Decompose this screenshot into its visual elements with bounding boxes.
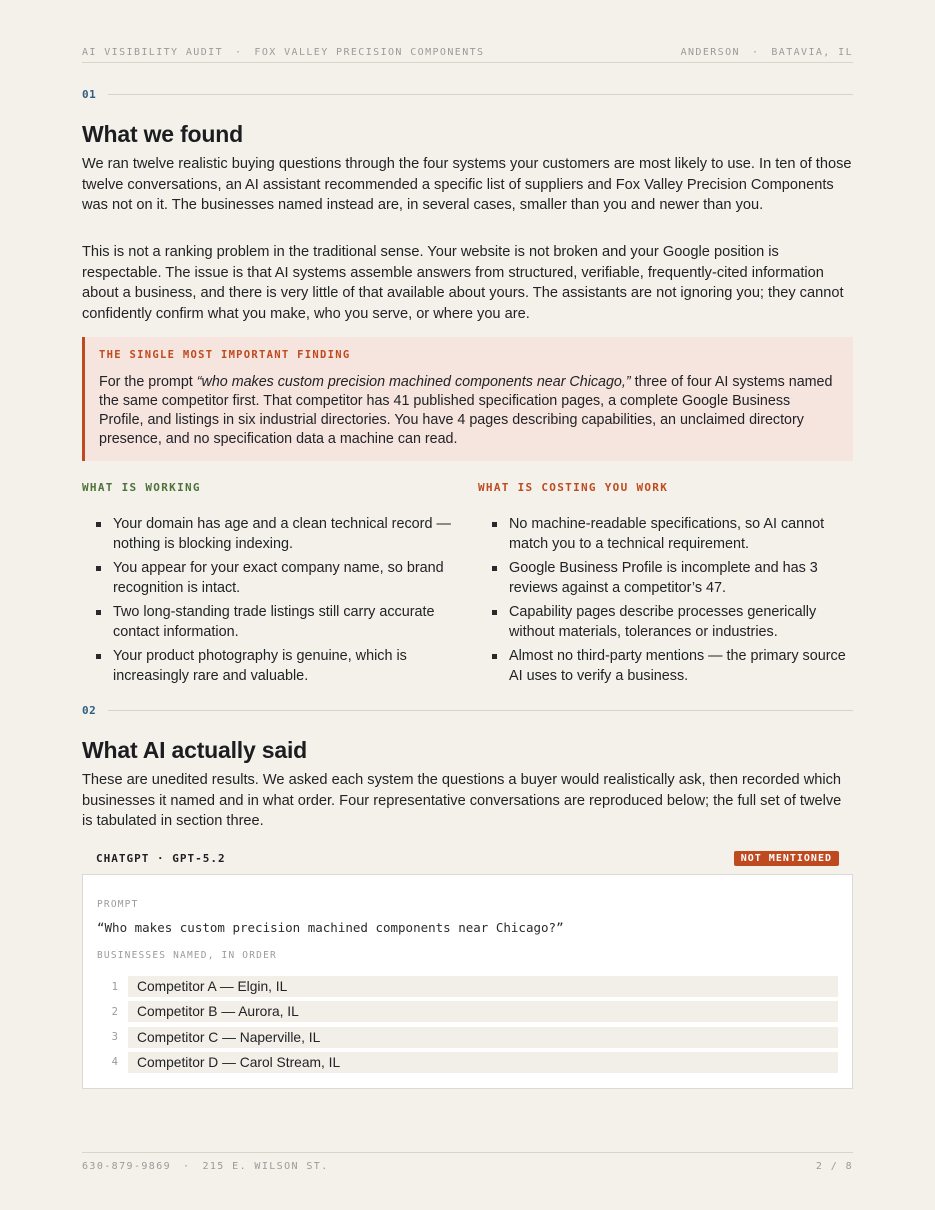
- list-item: [97, 976, 838, 997]
- running-footer: [82, 1152, 853, 1172]
- street-address: 215 E. WILSON ST.: [202, 1161, 329, 1172]
- body-paragraph: This is not a ranking problem in the traditional sense. Your website is not broken and your Google position is respectable. The issue is that AI systems assemble answers from structured, verifiable, frequently-cited information about a business, and there is very little of that available about yours. The assistants are not ignoring you; they cannot confidently confirm what you make, who you serve, or where you are.: [82, 244, 844, 322]
- named-businesses-list: [97, 976, 838, 1073]
- phone-number: 630-879-9869: [82, 1161, 172, 1172]
- report-type: AI VISIBILITY AUDIT: [82, 47, 223, 58]
- callout-lead: For the prompt: [99, 374, 197, 390]
- callout-body: [99, 373, 837, 449]
- list-item: Capability pages describe processes generically without materials, tolerances or industries.: [478, 602, 853, 642]
- list-item: [97, 1027, 838, 1048]
- list-item: Two long-standing trade listings still carry accurate contact information.: [82, 602, 457, 642]
- working-title: WHAT IS WORKING: [82, 481, 201, 494]
- body-paragraph: We ran twelve realistic buying questions through the four systems your customers are most likely to use. In ten of those twelve conversations, an AI assistant recommended a specific list of suppliers and Fox Valley Precision Components was not on it. The businesses named instead are, in several cases, smaller than you and newer than you.: [82, 156, 852, 214]
- list-item: Almost no third-party mentions — the primary source AI uses to verify a business.: [478, 646, 853, 686]
- location: BATAVIA, IL: [771, 47, 853, 58]
- rank-number: 2: [111, 1005, 118, 1018]
- running-header: [82, 47, 853, 63]
- footer-left: [82, 1161, 329, 1172]
- rank-number: 1: [111, 980, 118, 993]
- section-title: What we found: [82, 121, 243, 147]
- list-item: Google Business Profile is incomplete and has 3 reviews against a competitor’s 47.: [478, 558, 853, 598]
- list-item: [97, 1052, 838, 1073]
- page-number: 2 / 8: [815, 1161, 853, 1172]
- list-item: [97, 1001, 838, 1022]
- rank-number: 3: [111, 1031, 118, 1044]
- section-title: What AI actually said: [82, 737, 308, 763]
- costing-column: [478, 481, 853, 690]
- named-label: BUSINESSES NAMED, IN ORDER: [97, 950, 277, 961]
- business-name: Competitor A — Elgin, IL: [128, 976, 838, 997]
- key-finding-callout: [82, 337, 853, 461]
- business-name: Competitor C — Naperville, IL: [128, 1027, 838, 1048]
- section-divider-01: [82, 88, 853, 101]
- callout-rest: three of four AI systems named the same competitor first. That competitor has 41 published specification pages, a complete Google Business Profile, and listings in six industrial directories. You have 4 pages describing capabilities, an unclaimed directory presence, and no specification data a machine can read.: [99, 374, 833, 447]
- conversation-card: [82, 874, 853, 1089]
- header-separator: ·: [751, 47, 760, 58]
- costing-title: WHAT IS COSTING YOU WORK: [478, 481, 669, 494]
- list-item: You appear for your exact company name, so brand recognition is intact.: [82, 558, 457, 598]
- prompt-text: “Who makes custom precision machined components near Chicago?”: [97, 920, 564, 935]
- section-number: 01: [82, 88, 97, 101]
- business-name: Competitor B — Aurora, IL: [128, 1001, 838, 1022]
- section-divider-02: [82, 704, 853, 717]
- callout-quote: “who makes custom precision machined components near Chicago,”: [196, 374, 631, 390]
- working-column: [82, 481, 457, 690]
- header-right: [681, 47, 853, 58]
- prompt-label: PROMPT: [97, 899, 139, 910]
- working-list: [82, 514, 457, 686]
- ai-system-label: CHATGPT · GPT-5.2: [96, 851, 226, 865]
- divider-line: [108, 710, 853, 711]
- rank-number: 4: [111, 1056, 118, 1069]
- list-item: Your product photography is genuine, which is increasingly rare and valuable.: [82, 646, 457, 686]
- header-left: [82, 47, 484, 58]
- list-item: No machine-readable specifications, so AI cannot match you to a technical requirement.: [478, 514, 853, 554]
- callout-title: THE SINGLE MOST IMPORTANT FINDING: [99, 349, 351, 361]
- costing-list: [478, 514, 853, 686]
- header-separator: ·: [235, 47, 243, 58]
- auditor-name: ANDERSON: [680, 47, 740, 58]
- list-item: Your domain has age and a clean technical record — nothing is blocking indexing.: [82, 514, 457, 554]
- section-number: 02: [82, 704, 97, 717]
- status-badge: NOT MENTIONED: [734, 851, 839, 866]
- conversation-header: [82, 849, 853, 867]
- footer-separator: ·: [183, 1161, 191, 1172]
- client-name: FOX VALLEY PRECISION COMPONENTS: [254, 47, 485, 58]
- business-name: Competitor D — Carol Stream, IL: [128, 1052, 838, 1073]
- divider-line: [108, 94, 853, 95]
- body-paragraph: These are unedited results. We asked each system the questions a buyer would realistically ask, then recorded which businesses it named and in what order. Four representative conversations are reproduced below; the full set of twelve is tabulated in section three.: [82, 772, 842, 830]
